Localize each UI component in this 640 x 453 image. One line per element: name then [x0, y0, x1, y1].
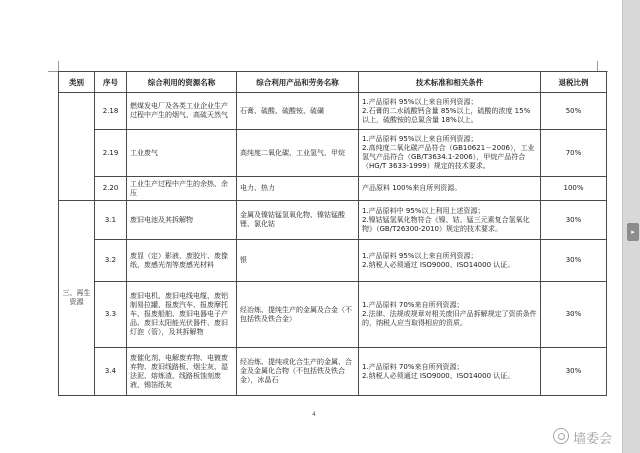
watermark-text: 墙委会 [573, 432, 613, 447]
ratio-cell: 30% [541, 348, 607, 396]
tax-refund-table [58, 71, 607, 396]
scroll-handle[interactable]: ▸ [627, 223, 639, 241]
watermark-logo-icon [553, 428, 569, 444]
table-row [59, 93, 607, 130]
table-header-row [59, 72, 607, 93]
standard-cell: 1.产品原料 70%来自所列资源； 2.纳税人必须通过 ISO9000、ISO14000 认证。 [359, 348, 541, 396]
header-standard: 技术标准和相关条件 [359, 72, 541, 93]
category-cell-recycle: 三、再生资源 [59, 201, 95, 396]
ratio-cell: 50% [541, 93, 607, 130]
table-row [59, 348, 607, 396]
product-cell: 石膏、硫酸、硫酸铵、硫磺 [237, 93, 359, 130]
standard-cell: 1.产品原料 95%以上来自所列资源； 2.高纯度二氧化碳产品符合（GB10621－2006），工业氢气产品符合（GB/T3634.1-2006），甲烷产品符合（HG/T 3633-1999）规定的技术要求。 [359, 130, 541, 177]
product-cell: 经冶炼、提纯生产的金属及合金（不包括铁及铁合金） [237, 282, 359, 348]
header-ratio: 退税比例 [541, 72, 607, 93]
standard-cell: 1.产品原料 95%以上来自所列资源； 2.纳税人必须通过 ISO9000、ISO14000 认证。 [359, 240, 541, 282]
ratio-cell: 30% [541, 201, 607, 240]
standard-cell: 1.产品原料 70%来自所列资源； 2.法律、法规或规章对相关废旧产品拆解规定了资质条件的，纳税人应当取得相应的资质。 [359, 282, 541, 348]
ratio-cell: 30% [541, 240, 607, 282]
resource-cell: 废旧电池及其拆解物 [127, 201, 237, 240]
product-cell: 高纯度二氧化碳、工业氢气、甲烷 [237, 130, 359, 177]
category-cell-empty [59, 93, 95, 201]
resource-cell: 废催化剂、电解废弃物、电镀废弃物、废旧线路板、烟尘灰、湿法泥、熔炼渣、线路板蚀刻废液、锡箔纸灰 [127, 348, 237, 396]
header-seq: 序号 [95, 72, 127, 93]
resource-cell: 废旧电机、废旧电线电缆、废铝制易拉罐、报废汽车、报废摩托车、报废船舶、废旧电器电子产品、废旧太阳能光伏器件、废旧灯泡（管），及其拆解物 [127, 282, 237, 348]
standard-cell: 产品原料 100%来自所列资源。 [359, 177, 541, 201]
ratio-cell: 70% [541, 130, 607, 177]
ratio-cell: 30% [541, 282, 607, 348]
seq-cell: 3.2 [95, 240, 127, 282]
seq-cell: 2.18 [95, 93, 127, 130]
table-row [59, 130, 607, 177]
resource-cell: 燃煤发电厂及各类工业企业生产过程中产生的烟气、高硫天然气 [127, 93, 237, 130]
standard-cell: 1.产品原料中 95%以上利用上述资源； 2.镍钴锰氢氧化物符合《镍、钴、锰三元素复合氢氧化物》（GB/T26300-2010）规定的技术要求。 [359, 201, 541, 240]
table-row [59, 282, 607, 348]
seq-cell: 3.3 [95, 282, 127, 348]
resource-cell: 工业生产过程中产生的余热、余压 [127, 177, 237, 201]
resource-cell: 废显（定）影液、废胶片、废像纸、废感光剂等废感光材料 [127, 240, 237, 282]
product-cell: 金属及镍钴锰氢氧化物、镍钴锰酸锂、氯化钴 [237, 201, 359, 240]
seq-cell: 2.19 [95, 130, 127, 177]
header-resource: 综合利用的资源名称 [127, 72, 237, 93]
seq-cell: 2.20 [95, 177, 127, 201]
seq-cell: 3.1 [95, 201, 127, 240]
table-row [59, 177, 607, 201]
product-cell: 经冶炼、提纯或化合生产的金属、合金及金属化合物（不包括铁及铁合金），冰晶石 [237, 348, 359, 396]
page-number: 4 [312, 411, 316, 418]
standard-cell: 1.产品原料 95%以上来自所列资源； 2.石膏的二水硫酸钙含量 85%以上，硫酸的浓度 15%以上，硫酸铵的总氮含量 18%以上。 [359, 93, 541, 130]
header-category: 类别 [59, 72, 95, 93]
header-product: 综合利用产品和劳务名称 [237, 72, 359, 93]
resource-cell: 工业废气 [127, 130, 237, 177]
table-row [59, 201, 607, 240]
product-cell: 电力、热力 [237, 177, 359, 201]
table-row [59, 240, 607, 282]
product-cell: 银 [237, 240, 359, 282]
ratio-cell: 100% [541, 177, 607, 201]
seq-cell: 3.4 [95, 348, 127, 396]
